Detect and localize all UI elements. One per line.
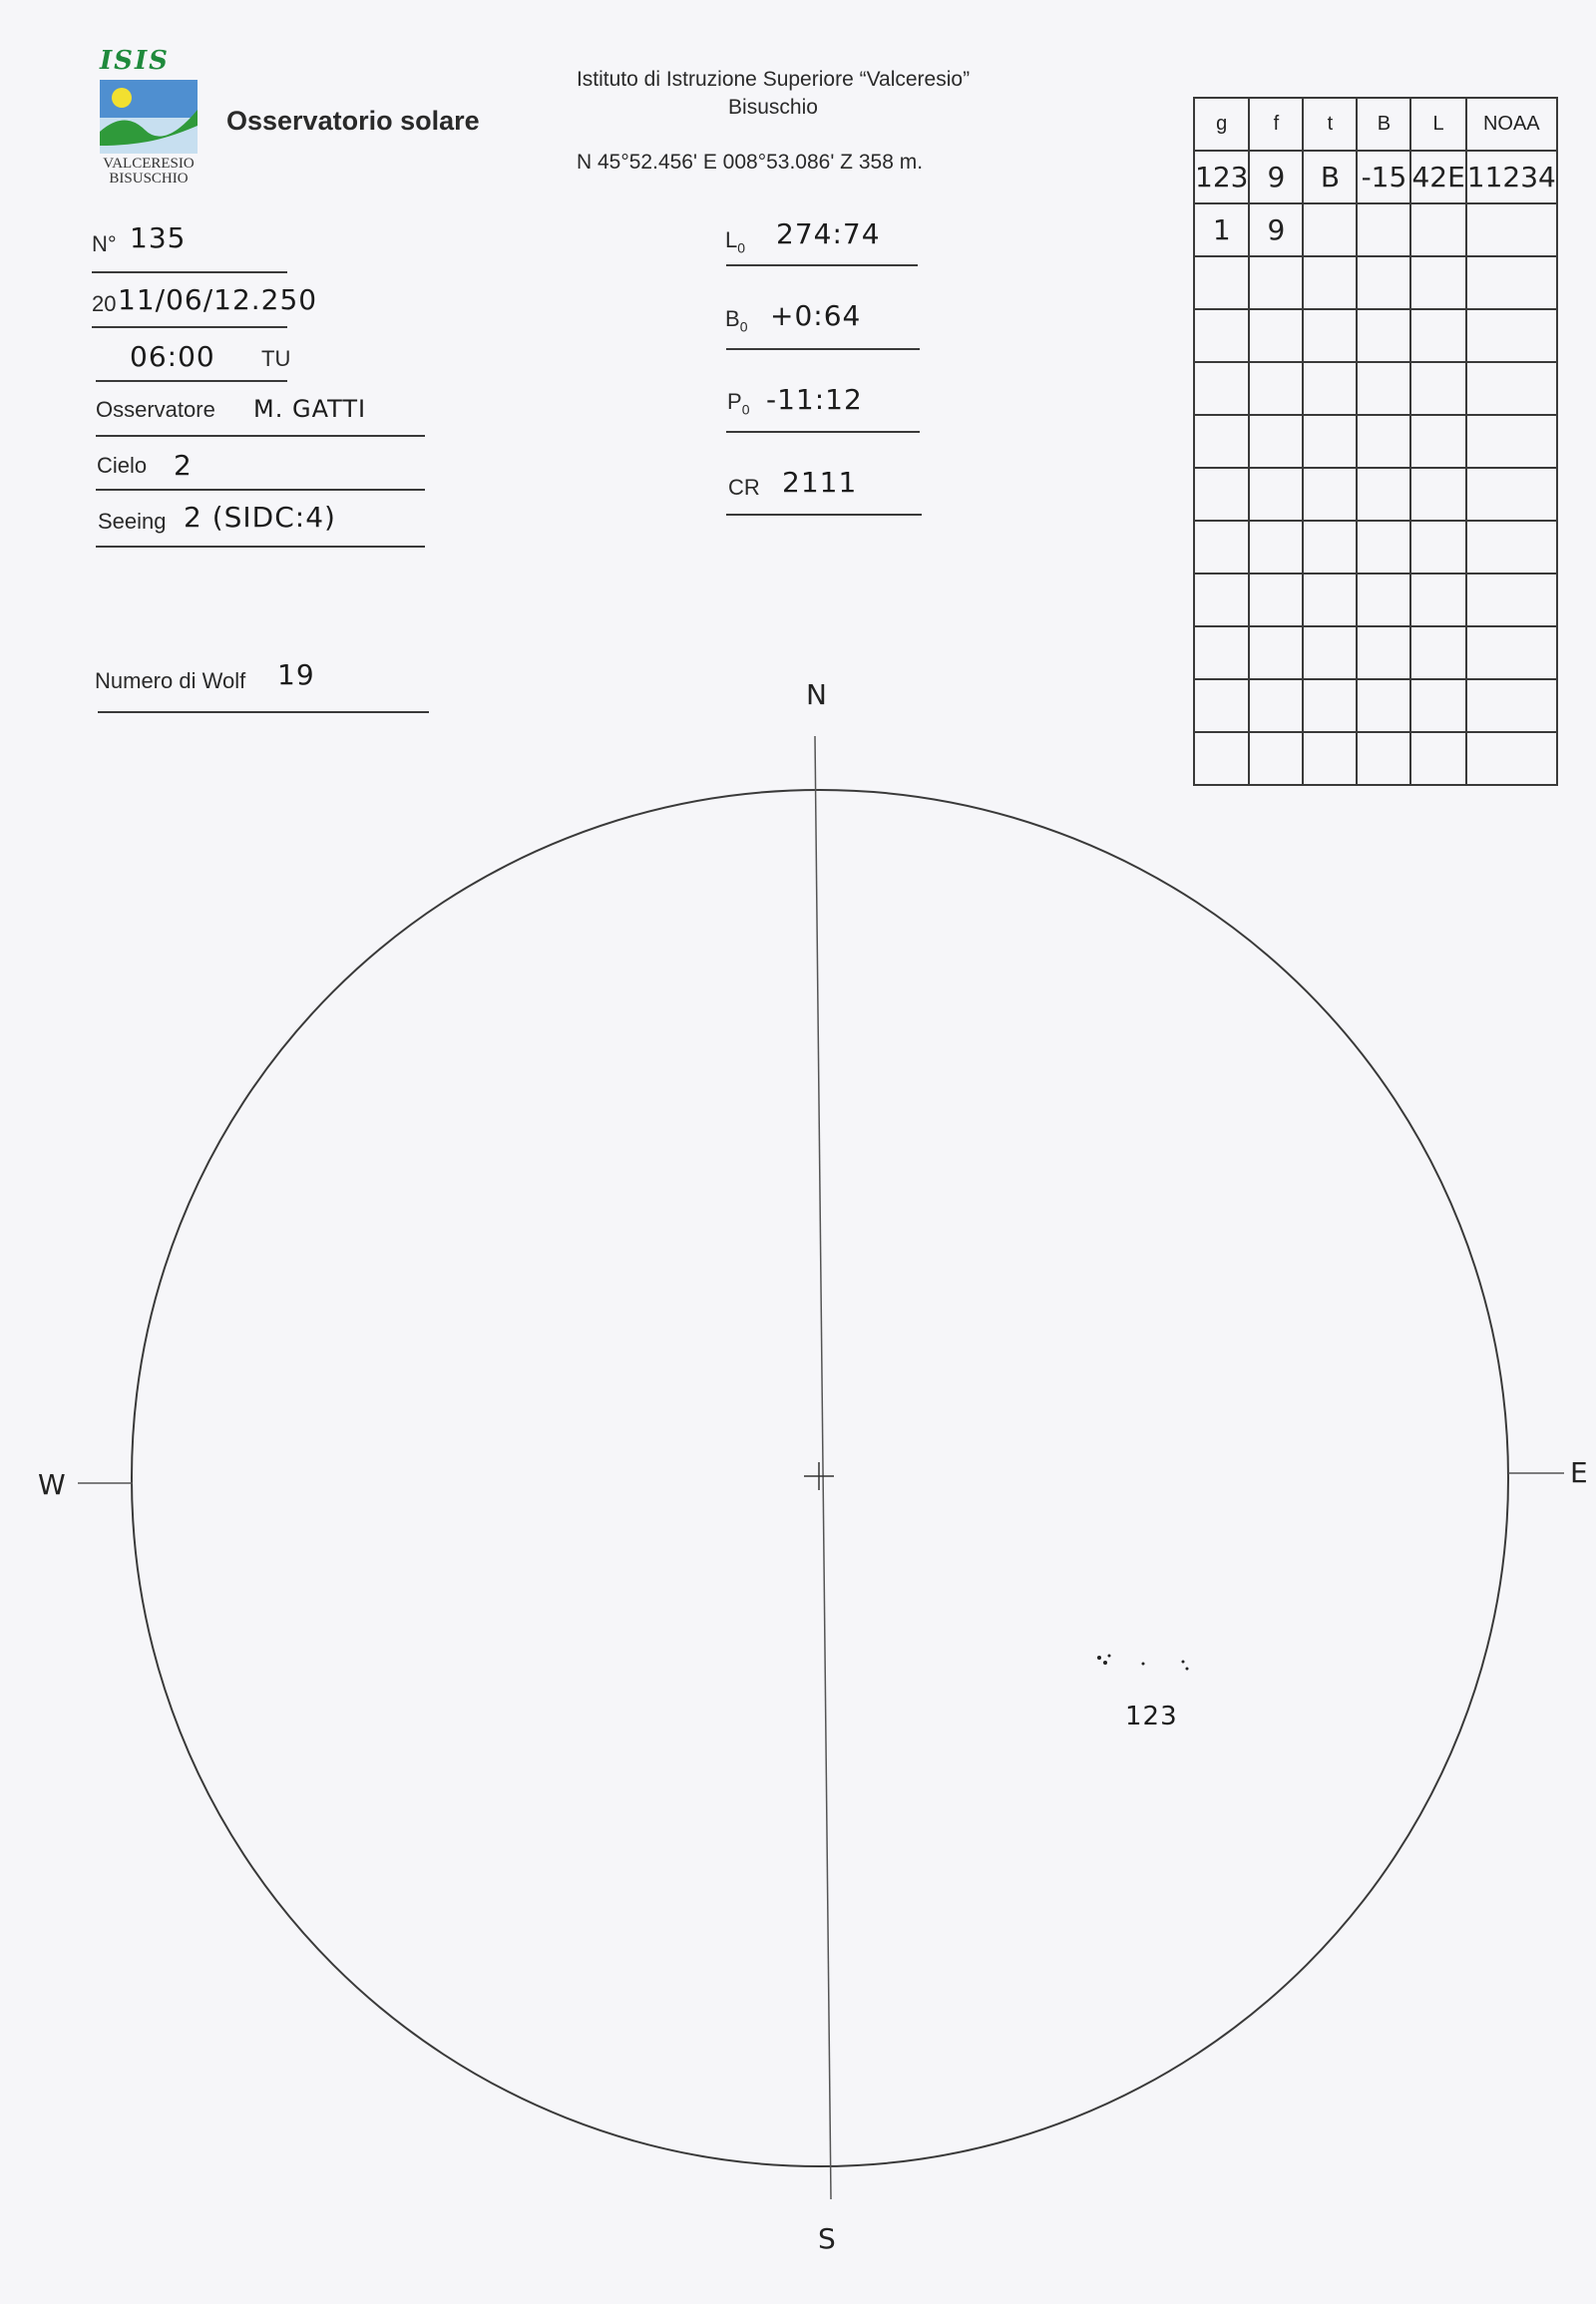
cr-value: 2111	[782, 466, 858, 499]
l0-letter: L	[725, 227, 738, 252]
l0-sub: 0	[737, 239, 746, 256]
west-label: W	[38, 1468, 66, 1501]
sunspot	[1142, 1663, 1145, 1666]
p0-value: -11:12	[766, 383, 863, 416]
wolf-label: Numero di Wolf	[95, 668, 246, 693]
table-cell[interactable]: 1	[1194, 203, 1249, 256]
number-label: N°	[92, 231, 117, 256]
p0-sub: 0	[741, 401, 750, 418]
table-header-cell: f	[1249, 98, 1303, 151]
sunspot	[1097, 1656, 1101, 1660]
table-cell[interactable]: 9	[1249, 203, 1303, 256]
table-cell[interactable]: 123	[1194, 151, 1249, 203]
logo-wordmark: ISIS	[100, 46, 170, 76]
institute-town: Bisuschio	[728, 96, 818, 119]
east-label: E	[1570, 1456, 1588, 1489]
b0-value: +0:64	[770, 299, 862, 332]
logo-caption-line1: VALCERESIO	[103, 156, 195, 172]
wolf-value: 19	[277, 658, 315, 691]
seeing-label: Seeing	[98, 509, 167, 534]
sunspot-group	[1097, 1655, 1189, 1671]
table-cell[interactable]: 42E	[1410, 151, 1465, 203]
observatory-title: Osservatorio solare	[226, 106, 480, 136]
sunspot	[1182, 1661, 1185, 1664]
sunspot	[1103, 1661, 1107, 1665]
time-suffix: TU	[261, 346, 291, 371]
b0-letter: B	[725, 306, 740, 331]
table-header-cell: B	[1357, 98, 1410, 151]
table-header-cell: L	[1410, 98, 1465, 151]
observer-value: M. GATTI	[253, 395, 367, 423]
l0-value: 274:74	[776, 217, 881, 250]
sky-value: 2	[174, 449, 193, 482]
sunspot-group-label: 123	[1125, 1702, 1178, 1731]
table-cell[interactable]: 9	[1249, 151, 1303, 203]
observer-label: Osservatore	[96, 397, 215, 422]
table-header-cell: NOAA	[1466, 98, 1557, 151]
table-cell[interactable]: B	[1303, 151, 1357, 203]
north-south-axis	[815, 736, 831, 2199]
site-coordinates: N 45°52.456' E 008°53.086' Z 358 m.	[577, 151, 924, 174]
north-label: N	[806, 678, 827, 711]
table-header-cell: t	[1303, 98, 1357, 151]
logo-caption-line2: BISUSCHIO	[109, 171, 189, 187]
sky-label: Cielo	[97, 453, 148, 478]
p0-letter: P	[727, 389, 742, 414]
date-prefix: 20	[92, 291, 117, 316]
table-cell[interactable]: -15	[1357, 151, 1410, 203]
sunspot	[1186, 1668, 1189, 1671]
institute-name: Istituto di Istruzione Superiore “Valceresio”	[576, 68, 971, 91]
time-value: 06:00	[130, 340, 215, 373]
cr-label: CR	[728, 475, 760, 500]
seeing-value: 2 (SIDC:4)	[184, 501, 336, 534]
b0-sub: 0	[739, 318, 748, 335]
solar-disk	[132, 790, 1508, 2166]
table-cell[interactable]: 11234	[1466, 151, 1557, 203]
table-header-cell: g	[1194, 98, 1249, 151]
south-label: S	[818, 2222, 836, 2255]
sunspot	[1108, 1655, 1111, 1658]
date-value: 11/06/12.250	[118, 283, 318, 316]
number-value: 135	[130, 221, 187, 254]
